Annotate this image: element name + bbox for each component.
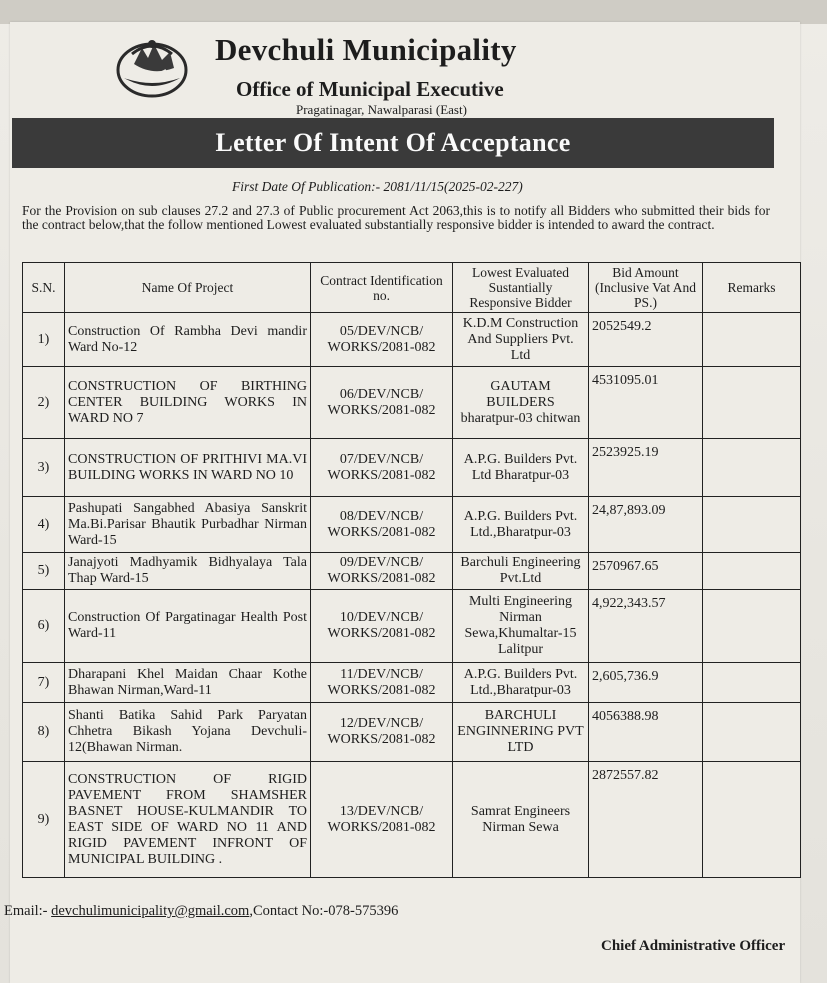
table-row [23,313,801,367]
row-remarks [703,553,801,590]
row-sn: 3) [23,439,65,497]
row-sn: 5) [23,553,65,590]
row-sn: 6) [23,590,65,663]
row-project: Construction Of Pargatinagar Health Post Ward-11 [65,590,311,663]
row-amount: 4531095.01 [589,367,703,439]
row-contract-id: 06/DEV/NCB/ WORKS/2081-082 [311,367,453,439]
row-amount: 2052549.2 [589,313,703,367]
row-bidder: Barchuli Engineering Pvt.Ltd [453,553,589,590]
row-project: Pashupati Sangabhed Abasiya Sanskrit Ma.Bi.Parisar Bhautik Purbadhar Nirman Ward-15 [65,497,311,553]
row-remarks [703,497,801,553]
row-sn: 2) [23,367,65,439]
email-link[interactable]: devchulimunicipality@gmail.com [51,903,250,919]
row-contract-id: 09/DEV/NCB/ WORKS/2081-082 [311,553,453,590]
row-amount: 24,87,893.09 [589,497,703,553]
row-amount: 4,922,343.57 [589,590,703,663]
table-row [23,663,801,703]
row-bidder: A.P.G. Builders Pvt. Ltd Bharatpur-03 [453,439,589,497]
row-sn: 9) [23,762,65,878]
row-bidder: GAUTAM BUILDERS bharatpur-03 chitwan [453,367,589,439]
row-contract-id: 08/DEV/NCB/ WORKS/2081-082 [311,497,453,553]
header-remarks: Remarks [703,263,801,313]
row-sn: 7) [23,663,65,703]
row-bidder: Samrat Engineers Nirman Sewa [453,762,589,878]
row-bidder: Multi Engineering Nirman Sewa,Khumaltar-15 Lalitpur [453,590,589,663]
row-bidder: K.D.M Construction And Suppliers Pvt. Ltd [453,313,589,367]
email-label: Email:- [4,903,52,919]
organization-name: Devchuli Municipality [215,32,517,67]
header-amount: Bid Amount (Inclusive Vat And PS.) [589,263,703,313]
header-contract-id: Contract Identification no. [311,263,453,313]
row-amount: 2872557.82 [589,762,703,878]
header-bidder: Lowest Evaluated Sustantially Responsive Bidder [453,263,589,313]
table-row [23,439,801,497]
table-row [23,497,801,553]
row-amount: 2523925.19 [589,439,703,497]
footer-contact [4,903,398,920]
row-remarks [703,313,801,367]
row-sn: 4) [23,497,65,553]
publication-date: First Date Of Publication:- 2081/11/15(2025-02-227) [232,179,523,194]
row-contract-id: 11/DEV/NCB/ WORKS/2081-082 [311,663,453,703]
row-project: CONSTRUCTION OF BIRTHING CENTER BUILDING WORKS IN WARD NO 7 [65,367,311,439]
bid-table [22,262,801,878]
row-project: CONSTRUCTION OF RIGID PAVEMENT FROM SHAMSHER BASNET HOUSE-KULMANDIR TO EAST SIDE OF WARD NO 11 AND RIGID PAVEMENT INFRONT OF MUNICIPAL BUILDING . [65,762,311,878]
table-row [23,703,801,762]
row-project: Janajyoti Madhyamik Bidhyalaya Tala Thap Ward-15 [65,553,311,590]
header-project: Name Of Project [65,263,311,313]
row-project: Shanti Batika Sahid Park Paryatan Chhetra Bikash Yojana Devchuli-12(Bhawan Nirman. [65,703,311,762]
notice-title: Letter Of Intent Of Acceptance [215,128,571,157]
row-project: Construction Of Rambha Devi mandir Ward No-12 [65,313,311,367]
row-remarks [703,703,801,762]
office-address: Pragatinagar, Nawalparasi (East) [296,102,467,117]
table-row [23,367,801,439]
office-name: Office of Municipal Executive [236,77,504,101]
row-bidder: BARCHULI ENGINNERING PVT LTD [453,703,589,762]
row-bidder: A.P.G. Builders Pvt. Ltd.,Bharatpur-03 [453,663,589,703]
intro-paragraph: For the Provision on sub clauses 27.2 and 27.3 of Public procurement Act 2063,this is to notify all Bidders who submitted their bids for the contract below,that the follow mentioned Lowest evaluated substantially responsive bidder is intended to award the contract. [22,203,770,232]
table-header-row [23,263,801,313]
nepal-emblem-icon [112,34,192,102]
row-contract-id: 07/DEV/NCB/ WORKS/2081-082 [311,439,453,497]
table-row [23,553,801,590]
row-amount: 4056388.98 [589,703,703,762]
row-project: Dharapani Khel Maidan Chaar Kothe Bhawan Nirman,Ward-11 [65,663,311,703]
row-remarks [703,367,801,439]
contact-number: ,Contact No:-078-575396 [249,903,399,919]
row-amount: 2,605,736.9 [589,663,703,703]
row-remarks [703,762,801,878]
row-remarks [703,663,801,703]
header-sn: S.N. [23,263,65,313]
signatory-title: Chief Administrative Officer [601,938,786,954]
row-bidder: A.P.G. Builders Pvt. Ltd.,Bharatpur-03 [453,497,589,553]
table-row [23,762,801,878]
row-sn: 1) [23,313,65,367]
row-remarks [703,590,801,663]
row-contract-id: 05/DEV/NCB/ WORKS/2081-082 [311,313,453,367]
table-row [23,590,801,663]
row-project: CONSTRUCTION OF PRITHIVI MA.VI BUILDING WORKS IN WARD NO 10 [65,439,311,497]
row-contract-id: 12/DEV/NCB/ WORKS/2081-082 [311,703,453,762]
row-contract-id: 13/DEV/NCB/ WORKS/2081-082 [311,762,453,878]
row-remarks [703,439,801,497]
row-contract-id: 10/DEV/NCB/ WORKS/2081-082 [311,590,453,663]
row-amount: 2570967.65 [589,553,703,590]
top-strip [0,0,827,24]
row-sn: 8) [23,703,65,762]
